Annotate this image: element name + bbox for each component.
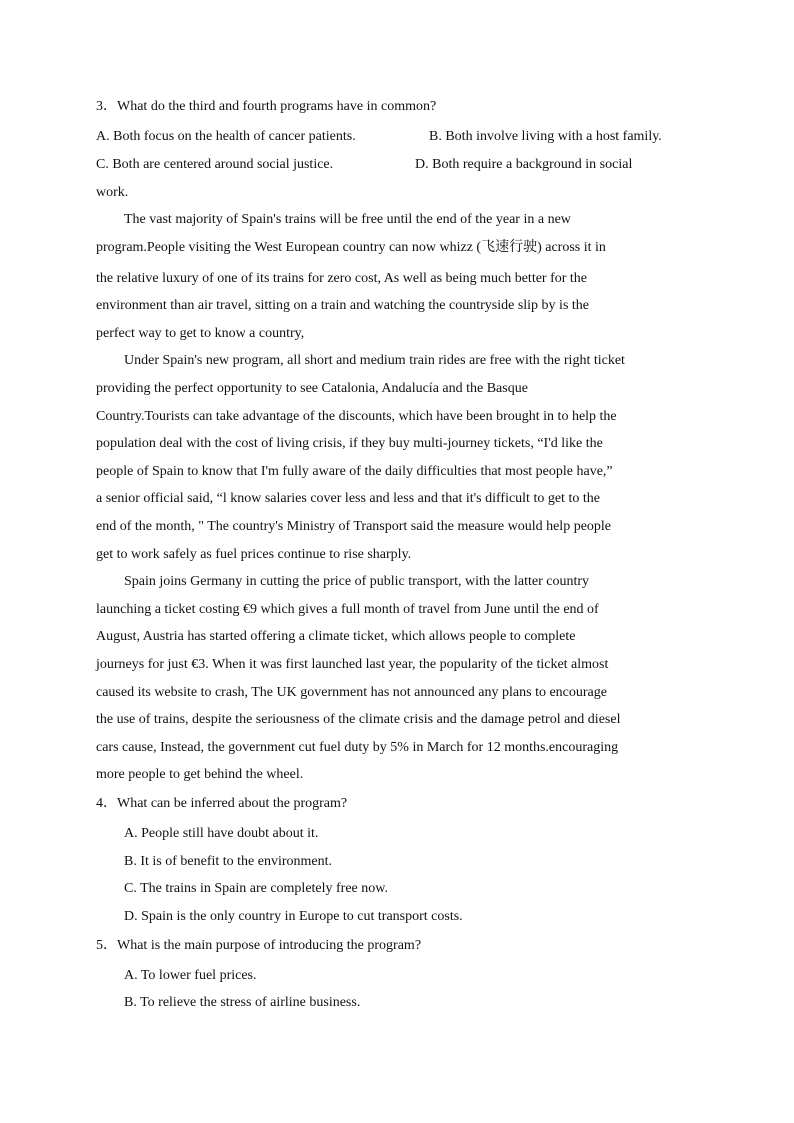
passage-line: population deal with the cost of living crisis, if they buy multi-journey tickets, “I'd like the [96, 436, 603, 451]
q5-option-a: A. To lower fuel prices. [124, 968, 257, 983]
passage-line: Spain joins Germany in cutting the price of public transport, with the latter country [124, 574, 590, 589]
passage-line: a senior official said, “l know salaries cover less and less and that it's difficult to get to the [96, 491, 600, 506]
q3-stem: 3．What do the third and fourth programs have in common? [96, 99, 437, 114]
passage-line: program.People visiting the West European country can now whizz (飞速行驶) across it in [96, 240, 606, 255]
q3-option-d-continued: work. [96, 185, 129, 200]
passage-line: the relative luxury of one of its trains for zero cost, As well as being much better for the [96, 271, 588, 286]
passage-line: the use of trains, despite the seriousness of the climate crisis and the damage petrol and diesel [96, 712, 621, 727]
passage-line: launching a ticket costing €9 which gives a full month of travel from June until the end of [96, 602, 599, 617]
passage-line: The vast majority of Spain's trains will be free until the end of the year in a new [124, 212, 571, 227]
q3-option-a: A. Both focus on the health of cancer patients. [96, 129, 356, 144]
passage-line: Under Spain's new program, all short and medium train rides are free with the right ticket [124, 353, 625, 368]
passage-line: perfect way to get to know a country, [96, 326, 305, 341]
q3-option-c: C. Both are centered around social justice. [96, 157, 334, 172]
passage-line: August, Austria has started offering a climate ticket, which allows people to complete [96, 629, 576, 644]
q3-option-b: B. Both involve living with a host family. [429, 129, 662, 144]
passage-line: caused its website to crash, The UK government has not announced any plans to encourage [96, 685, 607, 700]
q3-options-row-1 [96, 128, 736, 146]
passage-line: journeys for just €3. When it was first launched last year, the popularity of the ticket almost [96, 657, 609, 672]
passage-line: environment than air travel, sitting on a train and watching the countryside slip by is the [96, 298, 589, 313]
passage-line: get to work safely as fuel prices continue to rise sharply. [96, 547, 412, 562]
passage-line: more people to get behind the wheel. [96, 767, 304, 782]
q5-stem: 5．What is the main purpose of introducing the program? [96, 938, 422, 953]
passage-line: people of Spain to know that I'm fully aware of the daily difficulties that most people have,” [96, 464, 613, 479]
passage-line: providing the perfect opportunity to see Catalonia, Andalucía and the Basque [96, 381, 528, 396]
q4-option-b: B. It is of benefit to the environment. [124, 854, 333, 869]
passage-line: Country.Tourists can take advantage of the discounts, which have been brought in to help the [96, 409, 617, 424]
q4-stem: 4．What can be inferred about the program? [96, 796, 348, 811]
passage-line: cars cause, Instead, the government cut fuel duty by 5% in March for 12 months.encouraging [96, 740, 619, 755]
q5-option-b: B. To relieve the stress of airline business. [124, 995, 361, 1010]
q4-option-c: C. The trains in Spain are completely free now. [124, 881, 388, 896]
passage-line: end of the month, " The country's Ministry of Transport said the measure would help people [96, 519, 612, 534]
q3-options-row-2 [96, 156, 736, 174]
q4-option-a: A. People still have doubt about it. [124, 826, 319, 841]
q3-option-d: D. Both require a background in social [415, 157, 633, 172]
q4-option-d: D. Spain is the only country in Europe to cut transport costs. [124, 909, 463, 924]
